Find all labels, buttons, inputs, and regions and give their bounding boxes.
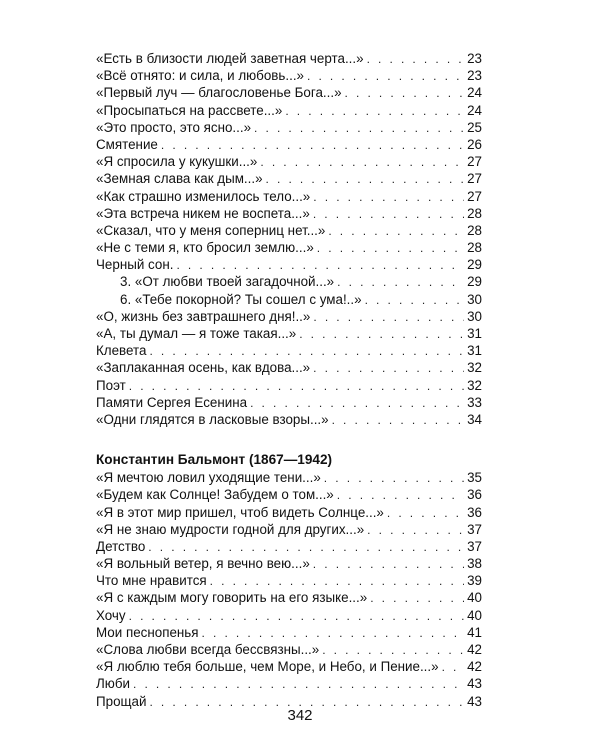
toc-entry-title: «Как страшно изменилось тело...»: [96, 188, 311, 204]
toc-entry-page-number: 30: [467, 291, 482, 307]
toc-entry: [96, 394, 482, 411]
table-of-contents-page: [96, 50, 482, 710]
dot-leader: [337, 487, 464, 503]
toc-entry: [96, 239, 482, 256]
dot-leader: [307, 68, 464, 84]
toc-entry: [96, 572, 482, 589]
toc-entry-title: Поэт: [96, 377, 126, 393]
toc-entry: [96, 273, 482, 290]
toc-entry-title: «Я не знаю мудрости годной для других...»: [96, 521, 365, 537]
toc-entry: [96, 291, 482, 308]
toc-entry-title: Черный сон.: [96, 257, 174, 273]
toc-entry: [96, 641, 482, 658]
toc-entry-title: Памяти Сергея Есенина: [96, 394, 248, 410]
dot-leader: [442, 659, 465, 675]
toc-entry-page-number: 35: [467, 470, 482, 486]
toc-entry-page-number: 39: [467, 573, 482, 589]
toc-entry-page-number: 27: [467, 154, 482, 170]
section-heading: Константин Бальмонт (1867—1942): [96, 452, 333, 468]
toc-entry-page-number: 31: [467, 326, 482, 341]
toc-entry-page-number: 24: [467, 85, 482, 101]
dot-leader: [328, 223, 464, 239]
toc-entry-page-number: 23: [467, 51, 482, 66]
dot-leader: [317, 240, 464, 256]
toc-entry-page-number: 43: [467, 676, 482, 692]
toc-entry-page-number: 23: [467, 68, 482, 84]
toc-entry-title: «Заплаканная осень, как вдова...»: [96, 360, 311, 376]
dot-leader: [370, 590, 464, 606]
toc-entry-page-number: 25: [467, 119, 482, 135]
toc-entry-title: 3. «От любви твоей загадочной...»: [120, 274, 335, 290]
toc-entry-page-number: 43: [467, 693, 482, 709]
toc-entry: [96, 377, 482, 394]
toc-entry: [96, 658, 482, 675]
toc-entry-title: Хочу: [96, 607, 126, 623]
dot-leader: [313, 360, 464, 376]
toc-entry-page-number: 28: [467, 240, 482, 256]
toc-entry-page-number: 41: [467, 624, 482, 640]
toc-entry-title: «Не с теми я, кто бросил землю...»: [96, 240, 314, 256]
section-gap: [96, 428, 482, 451]
dot-leader: [365, 292, 465, 308]
toc-entry-page-number: 42: [467, 659, 482, 675]
toc-entry-title: «Всё отнято: и сила, и любовь...»: [96, 68, 304, 84]
toc-entry: [96, 675, 482, 692]
toc-entry-page-number: 27: [467, 171, 482, 187]
toc-entry: [96, 222, 482, 239]
toc-entry-title: 6. «Тебе покорной? Ты сошел с ума!..»: [120, 291, 362, 307]
toc-entry-page-number: 28: [467, 222, 482, 238]
toc-entry: [96, 308, 482, 325]
toc-entry-page-number: 26: [467, 136, 482, 152]
toc-entry-title: «Я мечтою ловил уходящие тени...»: [96, 470, 321, 486]
toc-entry: [96, 119, 482, 136]
toc-entry: [96, 67, 482, 84]
dot-leader: [202, 625, 465, 641]
toc-entry: [96, 486, 482, 503]
toc-entry-page-number: 32: [467, 377, 482, 393]
toc-entry-title: «Слова любви всегда бессвязны...»: [96, 642, 320, 657]
dot-leader: [299, 326, 464, 342]
dot-leader: [313, 309, 464, 325]
toc-entry-title: Люби: [96, 676, 130, 692]
toc-entry: [96, 102, 482, 119]
toc-entry-title: Смятение: [96, 136, 158, 152]
dot-leader: [387, 505, 464, 521]
toc-entry: [96, 153, 482, 170]
toc-entry: [96, 256, 482, 273]
dot-leader: [322, 642, 464, 658]
toc-entry: [96, 170, 482, 187]
toc-entry: [96, 342, 482, 359]
dot-leader: [285, 103, 464, 119]
dot-leader: [367, 522, 464, 538]
toc-entry-title: «Будем как Солнце! Забудем о том...»: [96, 487, 334, 503]
toc-entry: [96, 538, 482, 555]
dot-leader: [129, 608, 464, 624]
toc-entry-title: «Одни глядятся в ласковые взоры...»: [96, 411, 329, 427]
dot-leader: [129, 378, 464, 394]
toc-entry: [96, 504, 482, 521]
dot-leader: [367, 51, 465, 67]
toc-entry-page-number: 42: [467, 642, 482, 657]
toc-entry-title: «Это просто, это ясно...»: [96, 119, 252, 135]
toc-entry-title: «Я люблю тебя больше, чем Море, и Небо, и Пение...»: [96, 659, 439, 675]
dot-leader: [337, 274, 464, 290]
toc-entry-page-number: 38: [467, 556, 482, 572]
toc-entry-title: «А, ты думал — я тоже такая...»: [96, 326, 297, 341]
toc-section-2: [96, 469, 482, 710]
toc-entry-title: «Земная слава как дым...»: [96, 171, 263, 187]
toc-entry-page-number: 33: [467, 394, 482, 410]
toc-entry-title: «Сказал, что у меня соперниц нет...»: [96, 222, 326, 238]
toc-entry-page-number: 36: [467, 487, 482, 503]
dot-leader: [260, 154, 464, 170]
toc-entry-title: «О, жизнь без завтрашнего дня!..»: [96, 308, 311, 324]
toc-entry-page-number: 37: [467, 538, 482, 554]
toc-entry-page-number: 34: [467, 411, 482, 427]
toc-entry-title: «Я в этот мир пришел, чтоб видеть Солнце...»: [96, 504, 384, 520]
dot-leader: [250, 395, 464, 411]
toc-entry-title: «Я вольный ветер, я вечно вею...»: [96, 556, 310, 572]
toc-entry-title: Детство: [96, 538, 146, 554]
toc-entry-title: «Я с каждым могу говорить на его языке...»: [96, 590, 368, 606]
toc-entry-page-number: 30: [467, 308, 482, 324]
toc-entry-title: «Первый луч — благословенье Бога...»: [96, 85, 342, 101]
toc-entry-page-number: 40: [467, 607, 482, 623]
dot-leader: [266, 171, 465, 187]
toc-entry-title: «Эта встреча никем не воспета...»: [96, 205, 310, 221]
toc-entry: [96, 589, 482, 606]
dot-leader: [133, 676, 464, 692]
toc-entry: [96, 469, 482, 486]
toc-entry: [96, 136, 482, 153]
dot-leader: [324, 470, 464, 486]
page-number: 342: [287, 707, 313, 724]
dot-leader: [210, 573, 464, 589]
toc-entry-title: Что мне нравится: [96, 573, 207, 589]
toc-entry: [96, 555, 482, 572]
toc-entry-title: Прощай: [96, 693, 147, 709]
dot-leader: [148, 539, 464, 555]
toc-entry-page-number: 28: [467, 205, 482, 221]
toc-entry-title: «Я спросила у кукушки...»: [96, 154, 258, 170]
toc-entry-page-number: 24: [467, 102, 482, 118]
toc-entry-page-number: 29: [467, 274, 482, 290]
dot-leader: [313, 189, 464, 205]
toc-entry: [96, 359, 482, 376]
toc-entry: [96, 325, 482, 342]
toc-entry-page-number: 40: [467, 590, 482, 606]
toc-entry: [96, 624, 482, 641]
toc-entry-page-number: 27: [467, 188, 482, 204]
toc-entry: [96, 50, 482, 67]
toc-entry: [96, 205, 482, 222]
toc-entry-title: «Есть в близости людей заветная черта...»: [96, 51, 364, 66]
dot-leader: [254, 120, 464, 136]
dot-leader: [161, 137, 464, 153]
toc-entry-page-number: 31: [467, 343, 482, 359]
dot-leader: [345, 85, 465, 101]
toc-entry-page-number: 37: [467, 521, 482, 537]
dot-leader: [149, 343, 464, 359]
toc-entry-title: «Просыпаться на рассвете...»: [96, 102, 283, 118]
toc-entry: [96, 411, 482, 428]
toc-entry: [96, 188, 482, 205]
dot-leader: [313, 556, 464, 572]
dot-leader: [176, 257, 464, 273]
dot-leader: [332, 412, 465, 428]
toc-entry: [96, 84, 482, 101]
toc-entry-page-number: 32: [467, 360, 482, 376]
toc-entry-page-number: 29: [467, 257, 482, 273]
toc-entry: [96, 521, 482, 538]
toc-entry-page-number: 36: [467, 504, 482, 520]
toc-entry: [96, 607, 482, 624]
toc-section-1: [96, 50, 482, 428]
dot-leader: [313, 206, 464, 222]
toc-entry-title: Клевета: [96, 343, 147, 359]
toc-entry-title: Мои песнопенья: [96, 624, 199, 640]
